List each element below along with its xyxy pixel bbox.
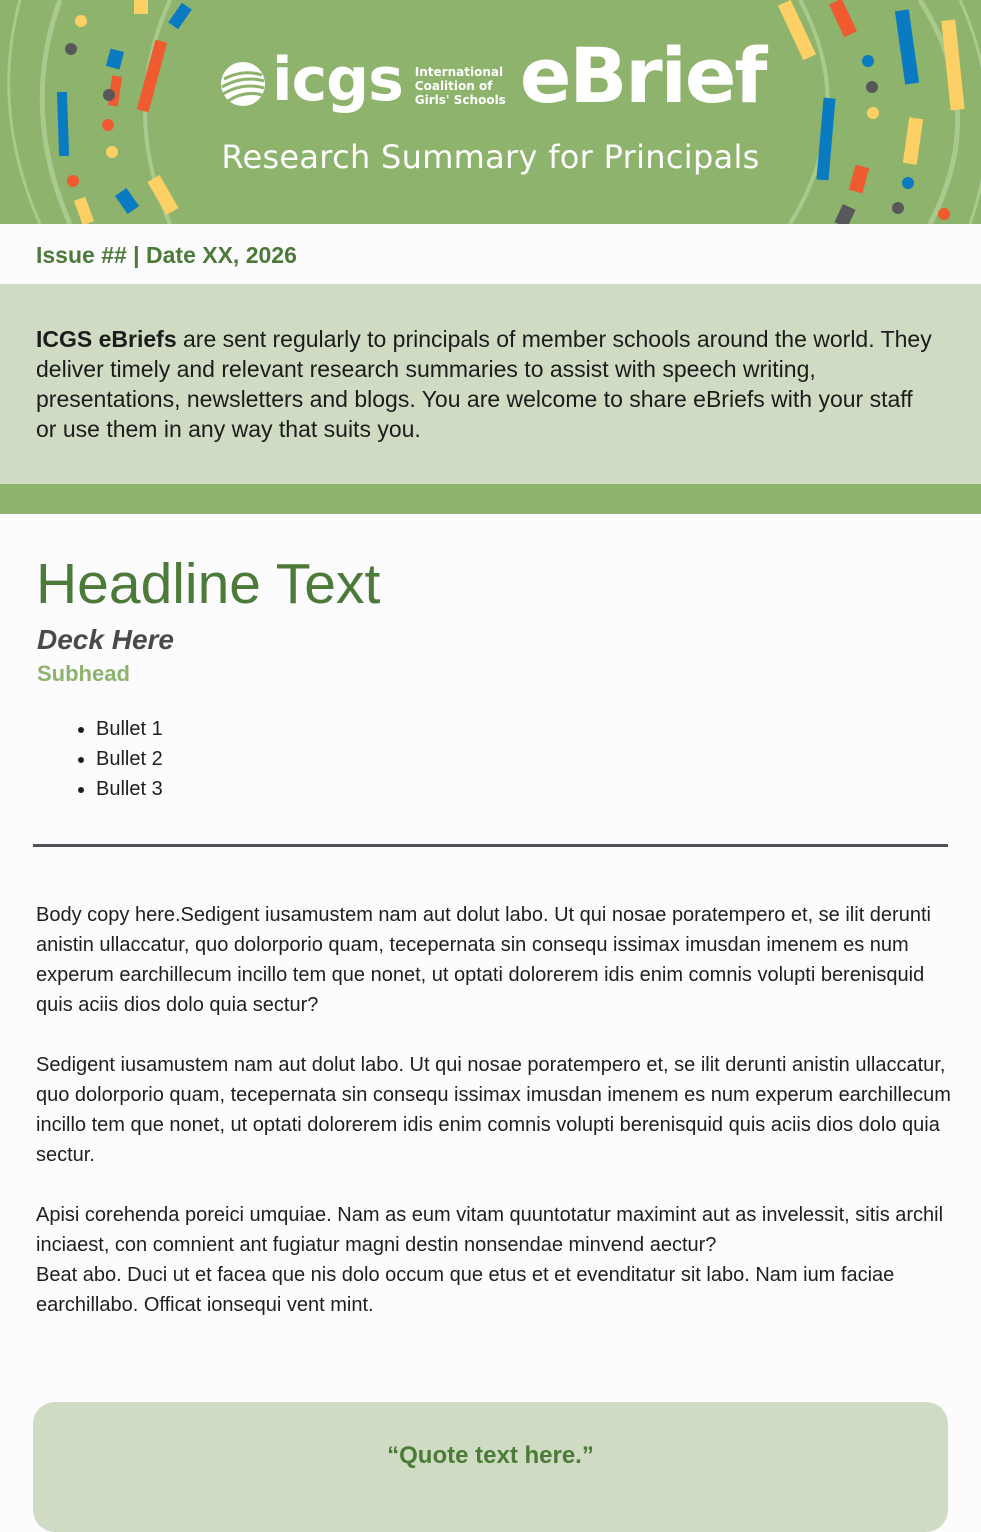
pull-quote: “Quote text here.” — [387, 1442, 594, 1469]
bullet-item: • Bullet 3 — [96, 774, 163, 804]
organization-name — [415, 65, 506, 107]
org-line: Coalition of — [414, 79, 493, 93]
body-paragraph: Beat abo. Duci ut et facea que nis dolo occum que etus et et evenditatur sit labo. Nam ium faciae earchillabo. Officat ionsequi vent mint. — [36, 1264, 895, 1316]
section-divider-band — [0, 484, 981, 514]
body-paragraph: Sedigent iusamustem nam aut dolut labo. Ut qui nosae poratempero et, se ilit derunti anistin ullaccatur, quo dolorporio quam, tecepernata sin consequ issimax imusdan imenem es num experum earchillecum incillo tem que nonet, ut optati dolorerem idis enim comnis volupti berenisquid quis aciis dios dolo quia sectur. — [36, 1054, 951, 1166]
body-paragraph: Body copy here.Sedigent iusamustem nam aut dolut labo. Ut qui nosae poratempero et, se ilit derunti anistin ullaccatur, quo dolorporio quam, tecepernata sin consequ issimax imusdan imenem es num experum earchillecum incillo tem que nonet, ut optati dolorerem idis enim comnis volupti berenisquid quis aciis dios dolo quia sectur? — [36, 904, 931, 1016]
org-line: International — [414, 65, 504, 79]
body-paragraph: Apisi corehenda poreici umquiae. Nam as eum vitam quuntotatur maximint aut as invelessit, sitis archil inciaest, con comnient ant fugiatur magni destin nonsendae minvend aectur? — [36, 1204, 944, 1256]
logo — [220, 31, 766, 126]
pull-quote-box — [33, 1402, 948, 1532]
bullet-list — [36, 714, 163, 804]
header-subtitle: Research Summary for Principals — [221, 138, 760, 176]
intro-paragraph — [36, 324, 936, 444]
horizontal-rule — [33, 844, 948, 847]
issue-date-line: Issue ## | Date XX, 2026 — [36, 242, 297, 268]
intro-panel — [0, 284, 981, 484]
body-copy — [36, 900, 951, 1350]
globe-icon — [220, 61, 266, 107]
deck: Deck Here — [37, 624, 174, 655]
headline: Headline Text — [36, 552, 381, 616]
bullet-item: • Bullet 2 — [96, 744, 163, 774]
product-title: eBrief — [519, 31, 766, 120]
org-line: Girls' Schools — [414, 93, 506, 107]
header-banner — [0, 0, 981, 224]
bullet-item: • Bullet 1 — [96, 714, 163, 744]
subhead: Subhead — [37, 661, 130, 686]
intro-text: are sent regularly to principals of member schools around the world. They deliver timely and relevant research summaries to assist with speech writing, presentations, newsletters and blogs. You are welcome to share eBriefs with your staff or use them in any way that suits you. — [36, 326, 932, 442]
intro-lead: ICGS eBriefs — [36, 326, 177, 352]
logo-wordmark: icgs — [272, 45, 403, 115]
